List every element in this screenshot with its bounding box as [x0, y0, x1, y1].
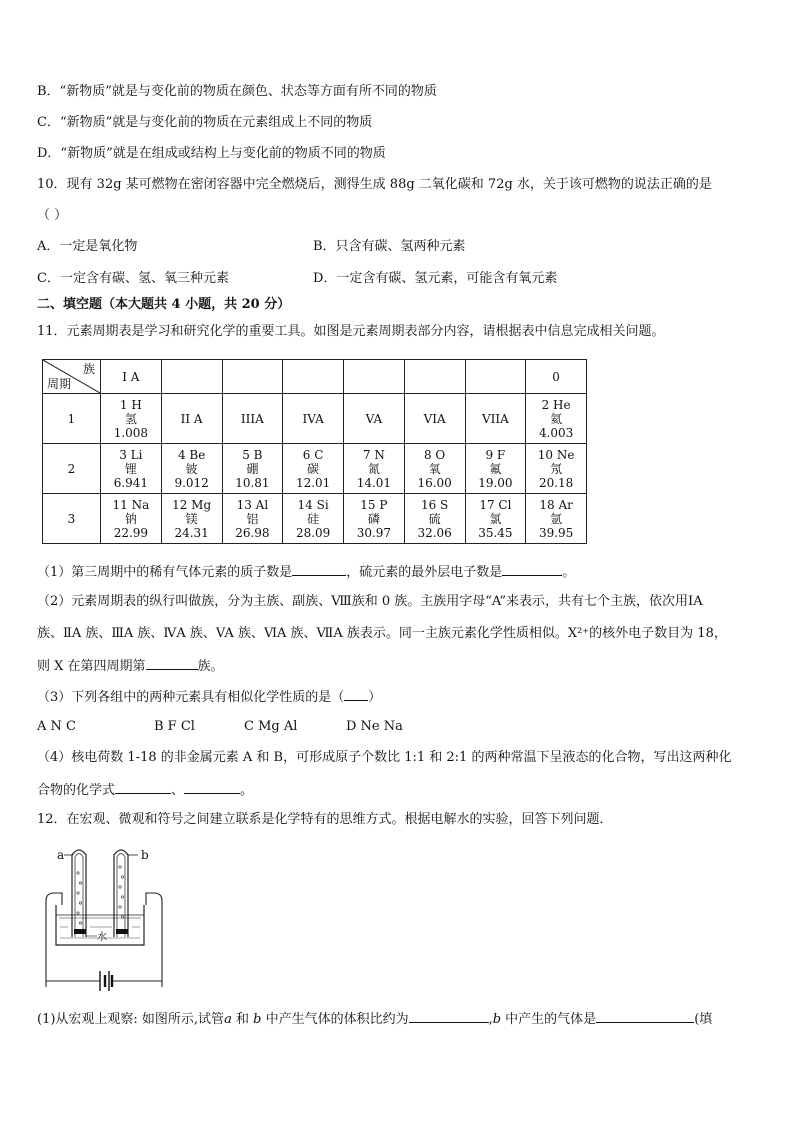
element-mass: 9.012: [174, 475, 209, 490]
element-cell: [222, 444, 283, 494]
element-number-symbol: 13 Al: [236, 497, 269, 512]
element-name: 氧: [428, 461, 441, 476]
element-name: 氦: [550, 411, 563, 426]
element-number-symbol: 2 He: [541, 397, 571, 412]
element-number-symbol: 5 B: [242, 447, 263, 462]
element-cell: [404, 494, 465, 544]
period-label: 1: [43, 394, 101, 444]
electrolysis-apparatus-figure: [42, 843, 167, 993]
element-mass: 30.97: [356, 525, 392, 540]
q12-sub1-text-d: 中产生的气体是: [501, 1012, 597, 1027]
table-row-period-1: [43, 394, 587, 444]
q11-sub3-option-b: B F Cl: [154, 719, 195, 734]
element-mass: 22.99: [113, 525, 149, 540]
q12-sub1-text-e: (填: [694, 1012, 713, 1027]
electrode-a: [74, 929, 86, 934]
q12-sub1: [37, 1010, 712, 1028]
q11-sub2-line2: 族、ⅡA 族、ⅢA 族、ⅣA 族、VA 族、ⅥA 族、ⅦA 族表示。同一主族元素化学性质相似。X²⁺的核外电子数目为 18，: [37, 626, 727, 641]
gas-bubbles-b: [119, 866, 124, 918]
element-cell: [101, 494, 162, 544]
element-mass: 14.01: [356, 475, 392, 490]
element-cell: [404, 444, 465, 494]
element-cell: [283, 494, 344, 544]
q11-sub4-end: 。: [240, 783, 254, 798]
period-label: 2: [43, 444, 101, 494]
q10-option-a: A．一定是氧化物: [37, 239, 138, 254]
element-number-symbol: 4 Be: [177, 447, 206, 462]
test-tube-a-inner: [75, 854, 83, 938]
label-water: 水: [97, 932, 107, 943]
label-b: b: [141, 848, 149, 862]
var-b: b: [492, 1012, 502, 1027]
q11-stem: 11．元素周期表是学习和研究化学的重要工具。如图是元素周期表部分内容，请根据表中信息完成相关问题。: [37, 324, 665, 339]
label-a: a: [57, 848, 65, 862]
group-header: [222, 360, 283, 394]
q11-sub3-stem: [37, 688, 381, 706]
element-number-symbol: 3 Li: [119, 447, 143, 462]
group-header: I A: [101, 360, 162, 394]
corner-period-label: 周期: [47, 377, 72, 391]
q11-sub2-text-b: 族。: [197, 659, 224, 674]
q12-sub1-text-a: (1)从宏观上观察: 如图所示,试管: [37, 1012, 225, 1027]
element-mass: 4.003: [538, 425, 574, 440]
element-cell-h: [101, 394, 162, 444]
element-mass: 6.941: [113, 475, 149, 490]
q11-sub3-option-c: C Mg Al: [244, 719, 298, 734]
q10-paren: （ ）: [37, 208, 68, 223]
element-mass: 26.98: [235, 525, 270, 540]
group-header: [344, 360, 405, 394]
element-number-symbol: 18 Ar: [539, 497, 573, 512]
answer-blank[interactable]: [292, 563, 346, 576]
element-cell: [526, 444, 587, 494]
group-header: 0: [526, 360, 587, 394]
q11-sub1-text-b: ，硫元素的最外层电子数是: [346, 565, 503, 580]
group-header: [404, 360, 465, 394]
element-number-symbol: 1 H: [119, 397, 142, 412]
answer-blank[interactable]: [344, 688, 368, 701]
element-number-symbol: 12 Mg: [172, 497, 212, 512]
element-cell: [161, 444, 222, 494]
element-name: 锂: [124, 461, 137, 476]
group-header: IVA: [283, 394, 344, 444]
element-mass: 12.01: [295, 475, 331, 490]
q10-option-c: C．一定含有碳、氢、氧三种元素: [37, 271, 229, 286]
element-cell: [283, 444, 344, 494]
wire-left: [46, 893, 62, 987]
element-cell-he: [526, 394, 587, 444]
element-name: 硼: [246, 461, 259, 476]
q11-sub2-line1: （2）元素周期表的纵行叫做族，分为主族、副族、Ⅷ族和 0 族。主族用字母“A”来表示，共有七个主族，依次用ⅠA: [37, 594, 703, 609]
var-b: b: [253, 1012, 262, 1027]
group-header: VA: [344, 394, 405, 444]
q11-sub1-text-c: 。: [562, 565, 576, 580]
element-cell: [222, 494, 283, 544]
test-tube-b: [114, 850, 128, 937]
answer-blank[interactable]: [502, 563, 562, 576]
element-mass: 20.18: [538, 475, 574, 490]
period-label: 3: [43, 494, 101, 544]
element-cell: [465, 444, 526, 494]
q12-sub1-and: 和: [231, 1012, 249, 1027]
q11-sub3-option-d: D Ne Na: [346, 719, 403, 734]
element-number-symbol: 15 P: [360, 497, 388, 512]
q10-option-d: D．一定含有碳、氢元素，可能含有氧元素: [313, 271, 558, 286]
gas-bubbles-a: [77, 872, 82, 924]
var-a: a: [224, 1012, 232, 1027]
element-name: 氟: [489, 461, 502, 476]
element-mass: 24.31: [174, 525, 209, 540]
element-mass: 10.81: [235, 475, 270, 490]
q12-sub1-text-b: 中产生气体的体积比约为: [261, 1012, 409, 1027]
answer-blank[interactable]: [184, 781, 240, 794]
element-number-symbol: 17 Cl: [479, 497, 512, 512]
element-number-symbol: 8 O: [423, 447, 446, 462]
q9-option-d: D．“新物质”就是在组成或结构上与变化前的物质不同的物质: [37, 146, 386, 161]
q11-sub1: [37, 563, 575, 581]
element-mass: 16.00: [417, 475, 452, 490]
element-name: 钠: [124, 511, 137, 526]
answer-blank[interactable]: [596, 1010, 694, 1023]
periodic-table: [42, 359, 587, 544]
answer-blank[interactable]: [115, 781, 171, 794]
element-number-symbol: 10 Ne: [537, 447, 575, 462]
group-header: IIIA: [222, 394, 283, 444]
group-header: VIA: [404, 394, 465, 444]
q11-sub3-close: ）: [368, 690, 382, 705]
q11-sub2-text-a: 则 X 在第四周期第: [37, 659, 146, 674]
table-corner-cell: [43, 360, 101, 394]
element-cell: [101, 444, 162, 494]
element-name: 镁: [185, 511, 198, 526]
element-mass: 39.95: [538, 525, 574, 540]
q11-sub4-text-a: 合物的化学式: [37, 783, 116, 798]
element-name: 硫: [428, 511, 441, 526]
element-number-symbol: 14 Si: [297, 497, 329, 512]
element-cell: [344, 494, 405, 544]
table-row-period-3: [43, 494, 587, 544]
group-header: [283, 360, 344, 394]
element-number-symbol: 11 Na: [112, 497, 150, 512]
element-cell: [526, 494, 587, 544]
element-name: 氮: [367, 461, 380, 476]
element-number-symbol: 16 S: [420, 497, 449, 512]
element-name: 铝: [246, 511, 259, 526]
element-number-symbol: 7 N: [362, 447, 385, 462]
element-number-symbol: 6 C: [302, 447, 324, 462]
q11-sub1-text-a: （1）第三周期中的稀有气体元素的质子数是: [37, 565, 293, 580]
group-header: [161, 360, 222, 394]
element-mass: 32.06: [417, 525, 452, 540]
q9-option-b: B．“新物质”就是与变化前的物质在颜色、状态等方面有所不同的物质: [37, 84, 437, 99]
element-mass: 35.45: [478, 525, 513, 540]
answer-blank[interactable]: [146, 657, 198, 670]
element-mass: 28.09: [295, 525, 331, 540]
element-name: 碳: [307, 461, 320, 476]
q9-option-c: C．“新物质”就是与变化前的物质在元素组成上不同的物质: [37, 115, 373, 130]
q10-option-b: B．只含有碳、氢两种元素: [313, 239, 466, 254]
element-name: 氯: [489, 511, 502, 526]
q12-stem: 12．在宏观、微观和符号之间建立联系是化学特有的思维方式。根据电解水的实验，回答下列问题．: [37, 812, 613, 827]
q10-stem: 10．现有 32g 某可燃物在密闭容器中完全燃烧后，测得生成 88g 二氧化碳和 72g 水，关于该可燃物的说法正确的是: [37, 177, 712, 192]
group-header: II A: [161, 394, 222, 444]
element-cell: [161, 494, 222, 544]
element-name: 磷: [367, 511, 380, 526]
q11-sub4-line1: （4）核电荷数 1-18 的非金属元素 A 和 B，可形成原子个数比 1:1 和 2:1 的两种常温下呈液态的化合物，写出这两种化: [37, 750, 732, 765]
element-mass: 19.00: [478, 475, 513, 490]
q12-sub1-comma: ,: [488, 1012, 493, 1027]
group-header: VIIA: [465, 394, 526, 444]
element-name: 铍: [185, 461, 198, 476]
table-header-row: [43, 360, 587, 394]
section-title: 二、填空题（本大题共 4 小题，共 20 分）: [37, 297, 291, 312]
q11-sub2-line3: [37, 657, 224, 675]
group-header: [465, 360, 526, 394]
q11-sub4-line2: [37, 781, 253, 799]
electrode-b: [116, 929, 128, 934]
element-cell: [465, 494, 526, 544]
element-name: 氢: [124, 411, 137, 426]
table-row-period-2: [43, 444, 587, 494]
answer-blank[interactable]: [409, 1010, 489, 1023]
wire-right: [146, 893, 162, 987]
element-name: 氩: [550, 511, 563, 526]
q11-sub4-sep: 、: [171, 783, 185, 798]
q11-sub3-text: （3）下列各组中的两种元素具有相似化学性质的是（: [37, 690, 345, 705]
element-cell: [344, 444, 405, 494]
element-mass: 1.008: [113, 425, 149, 440]
element-number-symbol: 9 F: [485, 447, 506, 462]
corner-group-label: 族: [82, 362, 95, 376]
element-name: 硅: [307, 511, 320, 526]
element-name: 氖: [550, 461, 563, 476]
q11-sub3-option-a: A N C: [37, 719, 76, 734]
